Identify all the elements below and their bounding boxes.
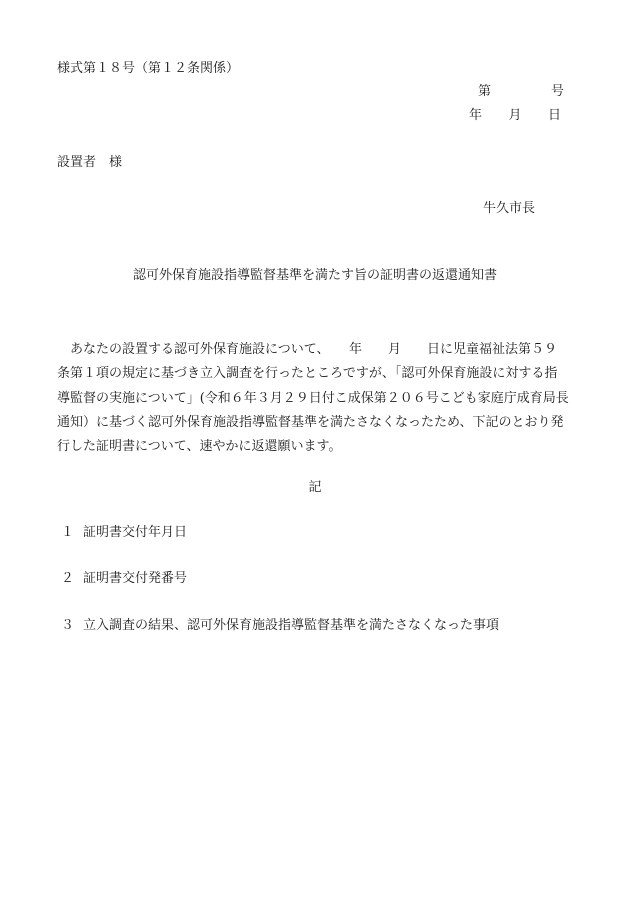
item-number: ２ [61, 571, 75, 586]
ki-heading: 記 [308, 480, 322, 495]
form-number: 様式第１８号（第１２条関係） [57, 61, 240, 76]
date-year: 年 [469, 108, 483, 123]
issue-date [469, 109, 561, 122]
body-line-3: 導監督の実施について」(令和６年３月２９日付こ成保第２０６号こども家庭庁成育局長 [57, 390, 569, 406]
body-line-1: あなたの設置する認可外保育施設について、 年 月 日に児童福祉法第５９ [70, 342, 557, 357]
body-line-4: 通知）に基づく認可外保育施設指導監督基準を満たさなくなったため、下記のとおり発 [57, 414, 564, 430]
date-day: 日 [547, 108, 561, 123]
body-paragraph [57, 338, 575, 459]
doc-number-prefix: 第 [478, 84, 492, 99]
item-number: ３ [61, 618, 75, 633]
list-item [61, 619, 499, 632]
addressee: 設置者 様 [57, 155, 123, 170]
document-title: 認可外保育施設指導監督基準を満たす旨の証明書の返還通知書 [132, 268, 497, 283]
item-text: 証明書交付発番号 [83, 571, 188, 586]
item-text: 証明書交付年月日 [83, 525, 188, 540]
item-text: 立入調査の結果、認可外保育施設指導監督基準を満たさなくなった事項 [83, 618, 500, 633]
date-month: 月 [508, 108, 522, 123]
body-line-5: 行した証明書について、速やかに返還願います。 [57, 439, 342, 455]
sender: 牛久市長 [483, 201, 536, 216]
item-number: １ [61, 525, 75, 540]
doc-number-suffix: 号 [550, 84, 564, 99]
list-item [61, 526, 187, 539]
list-item [61, 572, 187, 585]
body-line-2: 条第１項の規定に基づき立入調査を行ったところですが、「認可外保育施設に対する指 [57, 366, 558, 382]
document-number [478, 85, 564, 98]
